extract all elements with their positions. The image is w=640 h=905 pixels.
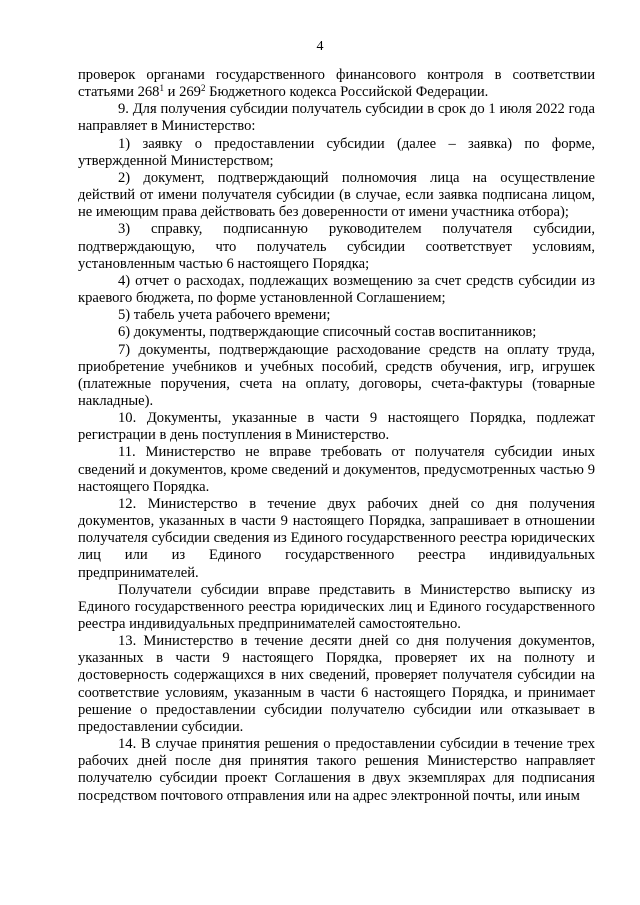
list-item-1: 1) заявку о предоставлении субсидии (далее – заявка) по форме, утвержденной Министерством;	[78, 135, 595, 169]
list-item-4: 4) отчет о расходах, подлежащих возмещению за счет средств субсидии из краевого бюджета, по форме установленной Соглашением;	[78, 272, 595, 307]
paragraph-item-14: 14. В случае принятия решения о предоставлении субсидии в течение трех рабочих дней после дня принятия такого решения Министерство направляет получателю субсидии проект Соглашения в двух экземплярах для подписания посредством почтового отправления или на адрес электронной почты, или иным	[78, 736, 595, 804]
list-item-5: 5) табель учета рабочего времени;	[118, 307, 331, 324]
paragraph-text: и 269	[163, 84, 201, 101]
list-item-6: 6) документы, подтверждающие списочный состав воспитанников;	[118, 324, 537, 341]
document-body	[78, 67, 595, 805]
superscript-2: 2	[200, 83, 206, 94]
paragraph-continuation	[78, 67, 595, 101]
paragraph-text: Бюджетного кодекса Российской Федерации.	[205, 84, 489, 101]
list-item-7: 7) документы, подтверждающие расходование средств на оплату труда, приобретение учебников и учебных пособий, средств обучения, игр, игрушек (платежные поручения, счета на оплату, договоры, счета-фактуры (товарные накладные).	[78, 341, 595, 409]
page-number: 4	[316, 39, 324, 54]
paragraph-item-9: 9. Для получения субсидии получатель субсидии в срок до 1 июля 2022 года направляет в Министерство:	[78, 101, 595, 135]
paragraph-item-12: 12. Министерство в течение двух рабочих дней со дня получения документов, указанных в части 9 настоящего Порядка, запрашивает в отношении получателя субсидии сведения из Единого государственного реестра юридических лиц или из Единого государственного реестра индивидуальных предпринимателей.	[78, 495, 595, 581]
paragraph-item-13: 13. Министерство в течение десяти дней со дня получения документов, указанных в части 9 настоящего Порядка, проверяет их на полноту и достоверность содержащихся в них сведений, проверяет получателя субсидии на соответствие условиям, указанным в части 6 настоящего Порядка, и принимает решение о предоставлении субсидии получателю субсидии или отказывает в предоставлении субсидии.	[78, 633, 595, 735]
list-item-2: 2) документ, подтверждающий полномочия лица на осуществление действий от имени получателя субсидии (в случае, если заявка подписана лицом, не имеющим права действовать без доверенности от имени участника отбора);	[78, 169, 595, 221]
superscript-1: 1	[159, 83, 164, 94]
list-item-3: 3) справку, подписанную руководителем получателя субсидии, подтверждающую, что получатель субсидии соответствует условиям, установленным частью 6 настоящего Порядка;	[78, 221, 595, 272]
paragraph-text: проверок органами государственного финансового контроля в соответствии статьями 268	[78, 67, 595, 101]
paragraph-item-10: 10. Документы, указанные в части 9 настоящего Порядка, подлежат регистрации в день поступления в Министерство.	[78, 410, 595, 444]
paragraph-item-12-note: Получатели субсидии вправе представить в Министерство выписку из Единого государственного реестра юридических лиц и Единого государственного реестра индивидуальных предпринимателей самостоятельно.	[78, 581, 595, 632]
paragraph-item-11: 11. Министерство не вправе требовать от получателя субсидии иных сведений и документов, кроме сведений и документов, предусмотренных частью 9 настоящего Порядка.	[78, 444, 595, 495]
